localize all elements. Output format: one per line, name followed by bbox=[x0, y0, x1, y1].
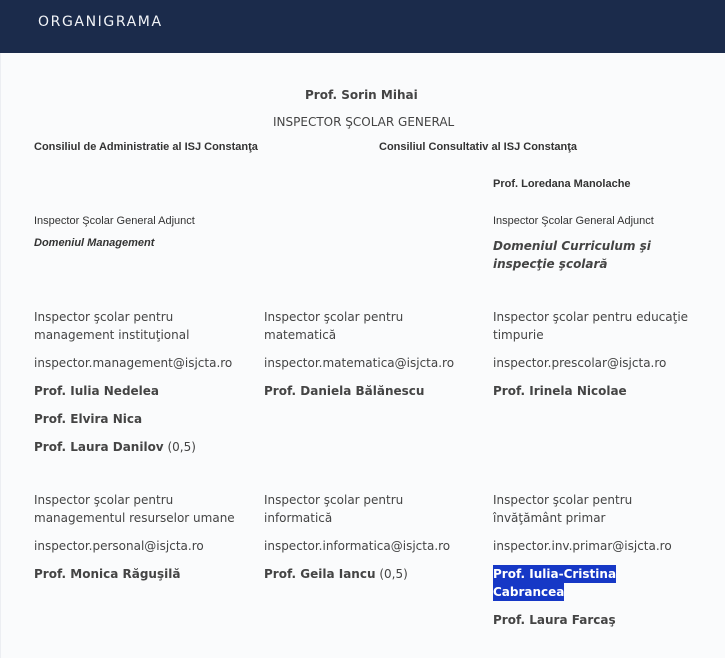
r1c1-person3-note: (0,5) bbox=[167, 440, 196, 454]
r1c2-title-line2: matematică bbox=[264, 328, 337, 342]
page-header bbox=[0, 0, 725, 53]
left-adjunct-title: Inspector Şcolar General Adjunct bbox=[34, 215, 195, 227]
r2c2-person1-name: Prof. Geila Iancu bbox=[264, 567, 376, 581]
r1c2-title-line1: Inspector şcolar pentru bbox=[264, 310, 404, 324]
council-consult[interactable]: Consiliul Consultativ al ISJ Constanţa bbox=[379, 141, 578, 153]
head-role: INSPECTOR ŞCOLAR GENERAL bbox=[273, 115, 455, 129]
r2c1-person1: Prof. Monica Răguşilă bbox=[34, 567, 181, 581]
head-name: Prof. Sorin Mihai bbox=[305, 88, 418, 102]
r2c1-title-line2: managementul resurselor umane bbox=[34, 511, 235, 525]
r1c3-title-line2: timpurie bbox=[493, 328, 544, 342]
right-adjunct-name: Prof. Loredana Manolache bbox=[493, 178, 631, 190]
r2c3-person1-line2-selected[interactable]: Cabrancea bbox=[493, 585, 565, 599]
r1c1-person2: Prof. Elvira Nica bbox=[34, 412, 143, 426]
right-adjunct-domain-line2: inspecţie şcolară bbox=[493, 257, 608, 271]
r2c3-person2: Prof. Laura Farcaş bbox=[493, 613, 616, 627]
r2c1-email[interactable]: inspector.personal@isjcta.ro bbox=[34, 539, 204, 553]
r1c1-person3 bbox=[34, 438, 196, 456]
r1c1-email[interactable]: inspector.management@isjcta.ro bbox=[34, 356, 233, 370]
r2c3-person1-line1-selected[interactable]: Prof. Iulia-Cristina bbox=[493, 567, 617, 581]
r2c2-person1 bbox=[264, 565, 408, 583]
council-admin[interactable]: Consiliul de Administratie al ISJ Constanţa bbox=[34, 141, 258, 153]
r2c2-person1-note: (0,5) bbox=[379, 567, 408, 581]
r1c1-title-line1: Inspector şcolar pentru bbox=[34, 310, 174, 324]
r1c1-title-line2: management instituţional bbox=[34, 328, 190, 342]
r1c3-person1: Prof. Irinela Nicolae bbox=[493, 384, 627, 398]
r1c3-email[interactable]: inspector.prescolar@isjcta.ro bbox=[493, 356, 667, 370]
right-adjunct-domain-line1: Domeniul Curriculum şi bbox=[493, 239, 651, 253]
r2c3-title-line2: învăţământ primar bbox=[493, 511, 606, 525]
r2c1-title-line1: Inspector şcolar pentru bbox=[34, 493, 174, 507]
r2c2-title-line2: informatică bbox=[264, 511, 333, 525]
r1c2-person1: Prof. Daniela Bălănescu bbox=[264, 384, 425, 398]
right-adjunct-title: Inspector Şcolar General Adjunct bbox=[493, 215, 654, 227]
page-title: ORGANIGRAMA bbox=[38, 14, 163, 30]
r1c2-email[interactable]: inspector.matematica@isjcta.ro bbox=[264, 356, 455, 370]
r2c2-email[interactable]: inspector.informatica@isjcta.ro bbox=[264, 539, 451, 553]
r1c3-title-line1: Inspector şcolar pentru educaţie bbox=[493, 310, 689, 324]
r1c1-person3-name: Prof. Laura Danilov bbox=[34, 440, 164, 454]
left-adjunct-domain: Domeniul Management bbox=[34, 237, 155, 249]
r2c3-title-line1: Inspector şcolar pentru bbox=[493, 493, 633, 507]
r1c1-person1: Prof. Iulia Nedelea bbox=[34, 384, 160, 398]
r2c2-title-line1: Inspector şcolar pentru bbox=[264, 493, 404, 507]
r2c3-email[interactable]: inspector.inv.primar@isjcta.ro bbox=[493, 539, 672, 553]
